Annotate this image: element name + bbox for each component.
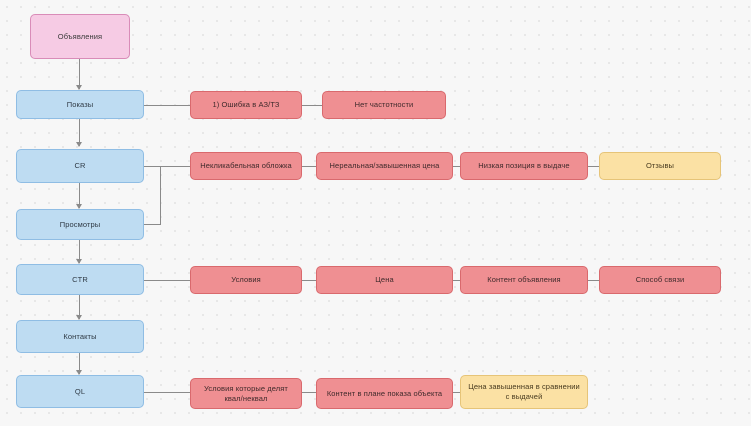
node-kontent-obyavleniya[interactable]	[460, 266, 588, 294]
node-label: Некликабельная обложка	[200, 161, 292, 171]
node-kontent-v-plane-pokaza[interactable]	[316, 378, 453, 409]
node-usloviya-kval-nekval[interactable]	[190, 378, 302, 409]
edge-row-ql	[144, 392, 190, 393]
node-nerealnaya-zavyshennaya-tsena[interactable]	[316, 152, 453, 180]
node-label: Нет частотности	[354, 100, 414, 110]
node-ctr[interactable]	[16, 264, 144, 295]
edge-row-cr-4	[588, 166, 599, 167]
edge-row-ctr-2	[302, 280, 316, 281]
edge-row-ql-2	[302, 392, 316, 393]
edge-row-cr-2	[302, 166, 316, 167]
node-label: Контент объявления	[487, 275, 561, 285]
arrow-cr	[76, 142, 82, 147]
edge-bracket-prosmotry-h	[144, 224, 161, 225]
edge-row-ctr	[144, 280, 190, 281]
node-cr[interactable]	[16, 149, 144, 183]
edge-bracket-prosmotry	[160, 166, 161, 224]
node-oshibka-az-tz[interactable]	[190, 91, 302, 119]
node-label: CTR	[72, 274, 88, 284]
node-label: Низкая позиция в выдаче	[478, 161, 570, 171]
node-tsena-zavyshennaya[interactable]	[460, 375, 588, 409]
edge-row-pokazy	[144, 105, 190, 106]
node-label: CR	[74, 161, 86, 171]
node-nizkaya-pozitsiya-v-vydache[interactable]	[460, 152, 588, 180]
node-label: 1) Ошибка в АЗ/ТЗ	[212, 100, 280, 110]
node-label: Цена	[375, 275, 394, 285]
node-label: QL	[74, 386, 86, 396]
edge-row-ql-3	[453, 392, 460, 393]
node-label: Контакты	[63, 331, 97, 341]
node-otzyvy[interactable]	[599, 152, 721, 180]
node-label: Условия	[231, 275, 261, 285]
node-label: Нереальная/завышенная цена	[329, 161, 440, 171]
node-objyavleniya[interactable]	[30, 14, 130, 59]
node-kontakty[interactable]	[16, 320, 144, 353]
node-label: Контент в плане показа объекта	[326, 388, 443, 398]
node-ql[interactable]	[16, 375, 144, 408]
node-tsena[interactable]	[316, 266, 453, 294]
edge-row-ctr-4	[588, 280, 599, 281]
node-label: Показы	[66, 99, 94, 109]
node-neklikabelnaya-oblozhka[interactable]	[190, 152, 302, 180]
edge-row-cr	[144, 166, 190, 167]
edge-row-pokazy-2	[302, 105, 322, 106]
node-sposob-svyazi[interactable]	[599, 266, 721, 294]
node-label: Просмотры	[59, 219, 101, 229]
edge-row-cr-3	[453, 166, 460, 167]
node-label: Условия которые делят квал/неквал	[204, 383, 288, 403]
edge-row-ctr-3	[453, 280, 460, 281]
node-pokazy[interactable]	[16, 90, 144, 119]
node-label: Способ связи	[635, 275, 685, 285]
node-label: Цена завышенная в сравнении с выдачей	[468, 382, 580, 401]
node-prosmotry[interactable]	[16, 209, 144, 240]
node-label: Объявления	[57, 31, 103, 41]
node-label: Отзывы	[645, 161, 675, 171]
node-usloviya[interactable]	[190, 266, 302, 294]
node-net-chastotnosti[interactable]	[322, 91, 446, 119]
